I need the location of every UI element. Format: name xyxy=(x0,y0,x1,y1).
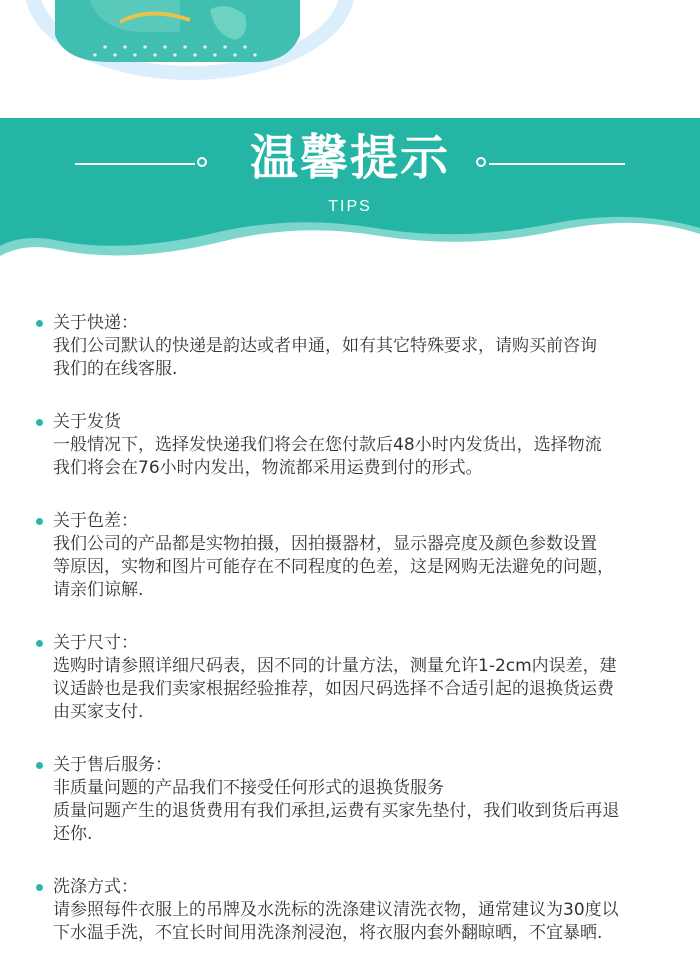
tip-text: 我们将会在76小时内发出，物流都采用运费到付的形式。 xyxy=(53,458,483,478)
tip-item-shipping xyxy=(0,411,700,480)
bullet-dot xyxy=(36,762,43,769)
bullet-dot xyxy=(36,419,43,426)
tip-item-delivery xyxy=(0,312,700,381)
tip-text: 非质量问题的产品我们不接受任何形式的退换货服务 xyxy=(53,778,444,798)
tip-title: 关于色差： xyxy=(53,511,138,531)
tip-title: 关于快递： xyxy=(53,313,138,333)
banner-subtitle: TIPS xyxy=(328,198,372,215)
tip-text: 我们公司的产品都是实物拍摄，因拍摄器材，显示器亮度及颜色参数设置 xyxy=(53,534,597,554)
tip-title: 关于发货 xyxy=(53,412,121,432)
bullet-dot xyxy=(36,320,43,327)
tip-item-color-difference xyxy=(0,510,700,602)
bullet-dot xyxy=(36,640,43,647)
tip-title: 关于尺寸： xyxy=(53,633,138,653)
tip-text: 议适龄也是我们卖家根据经验推荐，如因尺码选择不合适引起的退换货运费 xyxy=(53,679,614,699)
tips-list xyxy=(0,312,700,975)
product-image-partial xyxy=(0,0,700,90)
tip-title: 洗涤方式： xyxy=(53,877,138,897)
tip-text: 一般情况下，选择发快递我们将会在您付款后48小时内发货出，选择物流 xyxy=(53,435,602,455)
tip-text: 质量问题产生的退货费用有我们承担,运费有买家先垫付，我们收到货后再退 xyxy=(53,801,620,821)
tip-item-size xyxy=(0,632,700,724)
tip-item-washing xyxy=(0,876,700,945)
bullet-dot xyxy=(36,518,43,525)
tip-text: 选购时请参照详细尺码表，因不同的计量方法，测量允许1-2cm内误差，建 xyxy=(53,656,617,676)
banner-title: 温馨提示 xyxy=(249,130,450,186)
bullet-dot xyxy=(36,884,43,891)
tip-text: 我们公司默认的快递是韵达或者申通，如有其它特殊要求，请购买前咨询 xyxy=(53,336,597,356)
tip-text: 由买家支付. xyxy=(53,702,144,722)
tip-text: 请亲们谅解. xyxy=(53,580,144,600)
tip-item-after-sales xyxy=(0,754,700,846)
tip-text: 我们的在线客服. xyxy=(53,359,178,379)
tip-text: 请参照每件衣服上的吊牌及水洗标的洗涤建议清洗衣物，通常建议为30度以 xyxy=(53,900,619,920)
tip-text: 下水温手洗，不宜长时间用洗涤剂浸泡，将衣服内套外翻晾晒，不宜暴晒. xyxy=(53,923,603,943)
tip-title: 关于售后服务： xyxy=(53,755,172,775)
tip-text: 还你. xyxy=(53,824,93,844)
tip-text: 等原因，实物和图片可能存在不同程度的色差，这是网购无法避免的问题， xyxy=(53,557,614,577)
